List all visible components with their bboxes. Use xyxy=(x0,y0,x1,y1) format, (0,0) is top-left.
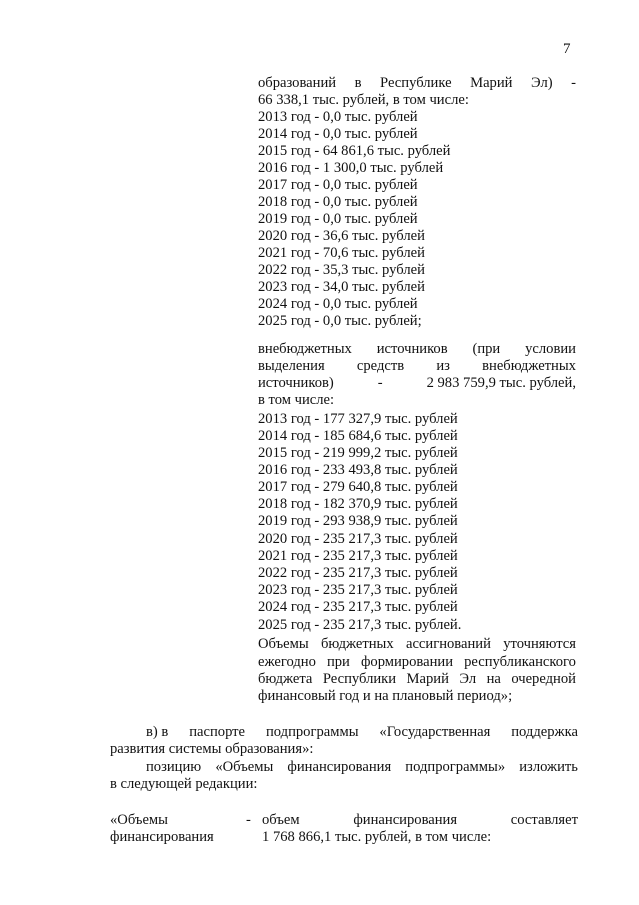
extrabudget-line-3 xyxy=(258,375,576,392)
extrabudget-line-1 xyxy=(258,341,576,358)
extrabudget-year-line: 2020 год - 235 217,3 тыс. рублей xyxy=(258,531,458,547)
word: - xyxy=(571,75,576,91)
word: республиканского xyxy=(464,654,576,670)
word: Марий xyxy=(406,671,449,687)
table-dash: - xyxy=(246,812,251,828)
word: финансирования xyxy=(287,759,392,775)
word: объем xyxy=(262,812,300,828)
extrabudget-year-line: 2025 год - 235 217,3 тыс. рублей. xyxy=(258,617,462,633)
extrabudget-year-line: 2018 год - 182 370,9 тыс. рублей xyxy=(258,496,458,512)
word: источников xyxy=(376,341,448,357)
extrabudget-year-line: 2016 год - 233 493,8 тыс. рублей xyxy=(258,462,458,478)
extrabudget-year-line: 2015 год - 219 999,2 тыс. рублей xyxy=(258,445,458,461)
word: - xyxy=(377,375,383,391)
word: из xyxy=(436,358,450,374)
budget-year-line: 2019 год - 0,0 тыс. рублей xyxy=(258,211,418,227)
budget-year-line: 2024 год - 0,0 тыс. рублей xyxy=(258,296,418,312)
word: источников) xyxy=(258,375,334,391)
budget-year-line: 2021 год - 70,6 тыс. рублей xyxy=(258,245,425,261)
budget-year-line: 2023 год - 34,0 тыс. рублей xyxy=(258,279,425,295)
section-v-line-1 xyxy=(146,724,578,741)
word: выделения xyxy=(258,358,325,374)
word: ежегодно xyxy=(258,654,316,670)
word: поддержка xyxy=(511,724,578,740)
word: (при xyxy=(472,341,501,357)
note-line-3 xyxy=(258,671,576,688)
extrabudget-year-line: 2024 год - 235 217,3 тыс. рублей xyxy=(258,599,458,615)
word: позицию xyxy=(146,759,202,775)
extrabudget-year-line: 2014 год - 185 684,6 тыс. рублей xyxy=(258,428,458,444)
extrabudget-year-line: 2013 год - 177 327,9 тыс. рублей xyxy=(258,411,458,427)
table-label-line-1: «Объемы xyxy=(110,812,168,828)
word: Марий xyxy=(470,75,513,91)
extrabudget-year-line: 2021 год - 235 217,3 тыс. рублей xyxy=(258,548,458,564)
word: внебюджетных xyxy=(482,358,576,374)
note-line-2 xyxy=(258,654,576,671)
word: 2 983 759,9 тыс. рублей, xyxy=(426,375,576,391)
budget-total-line: 66 338,1 тыс. рублей, в том числе: xyxy=(258,92,469,108)
word: «Государственная xyxy=(379,724,491,740)
budget-year-line: 2018 год - 0,0 тыс. рублей xyxy=(258,194,418,210)
extrabudget-year-line: 2022 год - 235 217,3 тыс. рублей xyxy=(258,565,458,581)
word: бюджета xyxy=(258,671,313,687)
budget-year-line: 2015 год - 64 861,6 тыс. рублей xyxy=(258,143,451,159)
word: Объемы xyxy=(258,636,309,652)
word: бюджетных xyxy=(320,636,394,652)
word: изложить xyxy=(519,759,578,775)
extrabudget-line-2 xyxy=(258,358,576,375)
word: подпрограммы xyxy=(265,724,359,740)
budget-first-line xyxy=(258,75,576,92)
table-value-line-1 xyxy=(262,812,578,829)
budget-year-line: 2025 год - 0,0 тыс. рублей; xyxy=(258,313,422,329)
extrabudget-year-line: 2019 год - 293 938,9 тыс. рублей xyxy=(258,513,458,529)
word: составляет xyxy=(510,812,578,828)
word: «Объемы xyxy=(215,759,274,775)
word: подпрограммы» xyxy=(405,759,506,775)
word: паспорте xyxy=(189,724,246,740)
word: при xyxy=(326,654,350,670)
word: в) в xyxy=(146,724,169,740)
budget-year-line: 2020 год - 36,6 тыс. рублей xyxy=(258,228,425,244)
budget-year-line: 2013 год - 0,0 тыс. рублей xyxy=(258,109,418,125)
budget-year-line: 2017 год - 0,0 тыс. рублей xyxy=(258,177,418,193)
word: Эл) xyxy=(531,75,553,91)
word: Республике xyxy=(380,75,452,91)
word: условии xyxy=(525,341,576,357)
word: уточняются xyxy=(503,636,576,652)
word: образований xyxy=(258,75,337,91)
extrabudget-year-line: 2023 год - 235 217,3 тыс. рублей xyxy=(258,582,458,598)
word: на xyxy=(486,671,501,687)
word: средств xyxy=(356,358,405,374)
note-line-1 xyxy=(258,636,576,653)
budget-year-line: 2022 год - 35,3 тыс. рублей xyxy=(258,262,425,278)
section-v-line-3 xyxy=(146,759,578,776)
word: очередной xyxy=(511,671,576,687)
table-value-line-2: 1 768 866,1 тыс. рублей, в том числе: xyxy=(262,829,492,845)
extrabudget-line-4: в том числе: xyxy=(258,392,335,408)
page-number: 7 xyxy=(563,41,571,57)
word: внебюджетных xyxy=(258,341,352,357)
note-line-4: финансовый год и на плановый период»; xyxy=(258,688,513,704)
budget-year-line: 2014 год - 0,0 тыс. рублей xyxy=(258,126,418,142)
word: ассигнований xyxy=(405,636,491,652)
section-v-line-2: развития системы образования»: xyxy=(110,741,314,757)
word: Республики xyxy=(322,671,397,687)
table-label-line-2: финансирования xyxy=(110,829,214,845)
word: в xyxy=(354,75,362,91)
extrabudget-year-line: 2017 год - 279 640,8 тыс. рублей xyxy=(258,479,458,495)
word: финансирования xyxy=(353,812,458,828)
word: формировании xyxy=(360,654,454,670)
word: Эл xyxy=(459,671,477,687)
section-v-line-4: в следующей редакции: xyxy=(110,776,258,792)
budget-year-line: 2016 год - 1 300,0 тыс. рублей xyxy=(258,160,444,176)
